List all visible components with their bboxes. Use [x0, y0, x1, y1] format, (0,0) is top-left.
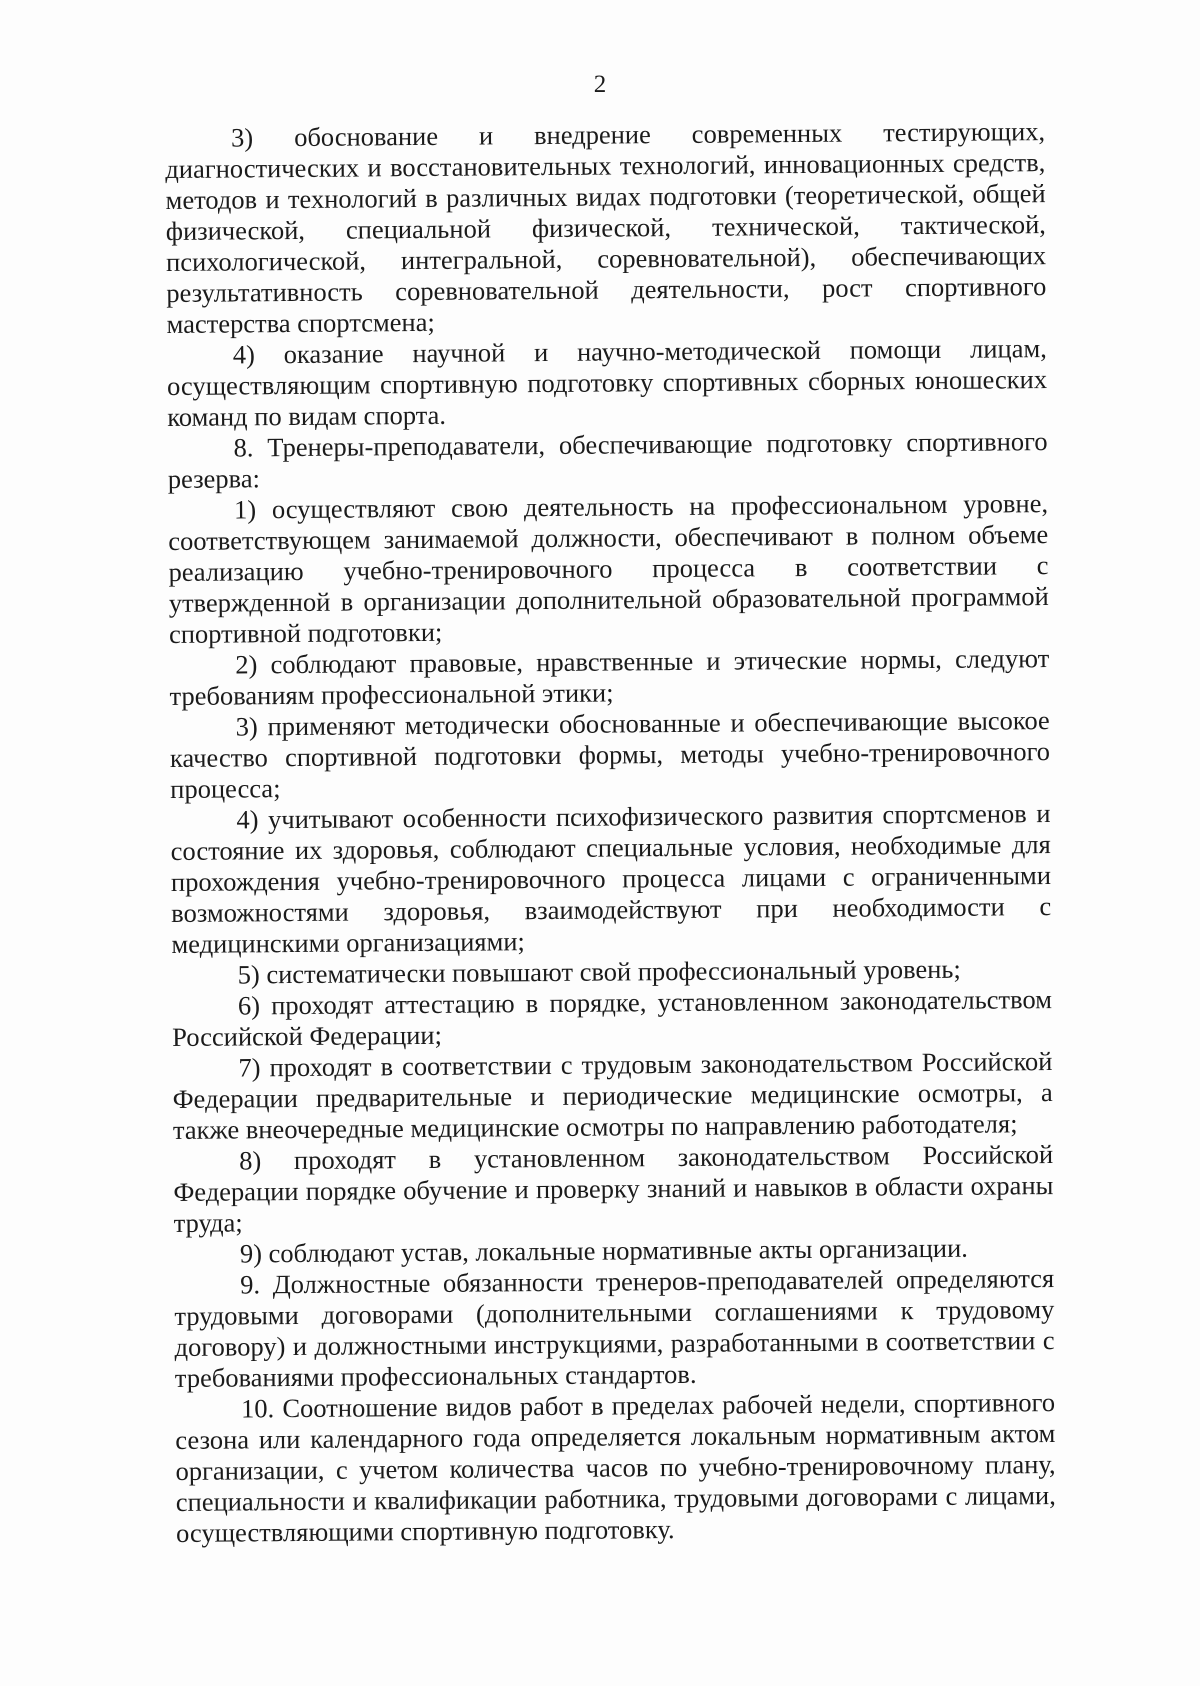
paragraph-item-7: 7) проходят в соответствии с трудовым законодательством Российской Федерации предварительные и периодические медицинские осмотры, а также внеочередные медицинские осмотры по направлению работодателя; [172, 1046, 1053, 1145]
paragraph-item-9: 9) соблюдают устав, локальные нормативные акты организации. [239, 1232, 968, 1269]
paragraph-section-9: 9. Должностные обязанности тренеров-преподавателей определяются трудовыми договорами (дополнительными соглашениями к трудовому договору) и должностными инструкциями, разработанными в соответствии с требованиями профессиональных стандартов. [174, 1263, 1055, 1393]
paragraph-item-2: 2) соблюдают правовые, нравственные и этические нормы, следуют требованиям профессиональной этики; [169, 643, 1050, 711]
paragraph-item-1: 1) осуществляют свою деятельность на профессиональном уровне, соответствующем занимаемой должности, обеспечивают в полном объеме реализацию учебно-тренировочного процесса в соответствии с утвержденной в организации дополнительной образовательной программой спортивной подготовки; [168, 488, 1049, 649]
paragraph-item-8: 8) проходят в установленном законодательством Российской Федерации порядке обучение и проверку знаний и навыков в области охраны труда; [173, 1139, 1054, 1238]
paragraph-item-6: 6) проходят аттестацию в порядке, установленном законодательством Российской Федерации; [172, 984, 1053, 1052]
paragraph-item-3b: 3) применяют методически обоснованные и обеспечивающие высокое качество спортивной подготовки формы, методы учебно-тренировочного процесса; [169, 705, 1051, 804]
page-number: 2 [593, 71, 607, 98]
paragraph-item-5: 5) систематически повышают свой профессиональный уровень; [237, 953, 961, 990]
paragraph-item-3: 3) обоснование и внедрение современных тестирующих, диагностических и восстановительных технологий, инновационных средств, методов и технологий в различных видах подготовки (теоретической, общей физической, специальной физической, технической, тактической, психологической, интегральной, соревновательной), обеспечивающих результативность соревновательной деятельности, рост спортивного мастерства спортсмена; [165, 116, 1047, 339]
paragraph-section-10: 10. Соотношение видов работ в пределах рабочей недели, спортивного сезона или календарного года определяется локальным нормативным актом организации, с учетом количества часов по учебно-тренировочному плану, специальности и квалификации работника, трудовыми договорами с лицами, осуществляющими спортивную подготовку. [175, 1387, 1056, 1548]
document-body [165, 116, 1056, 1549]
paragraph-item-4b: 4) учитывают особенности психофизического развития спортсменов и состояние их здоровья, соблюдают специальные условия, необходимые для прохождения учебно-тренировочного процесса лицами с ограниченными возможностями здоровья, взаимодействуют при необходимости с медицинскими организациями; [170, 798, 1052, 959]
paragraph-section-8: 8. Тренеры-преподаватели, обеспечивающие подготовку спортивного резерва: [167, 426, 1048, 494]
paragraph-item-4: 4) оказание научной и научно-методической помощи лицам, осуществляющим спортивную подготовку спортивных сборных юношеских команд по видам спорта. [166, 333, 1048, 432]
